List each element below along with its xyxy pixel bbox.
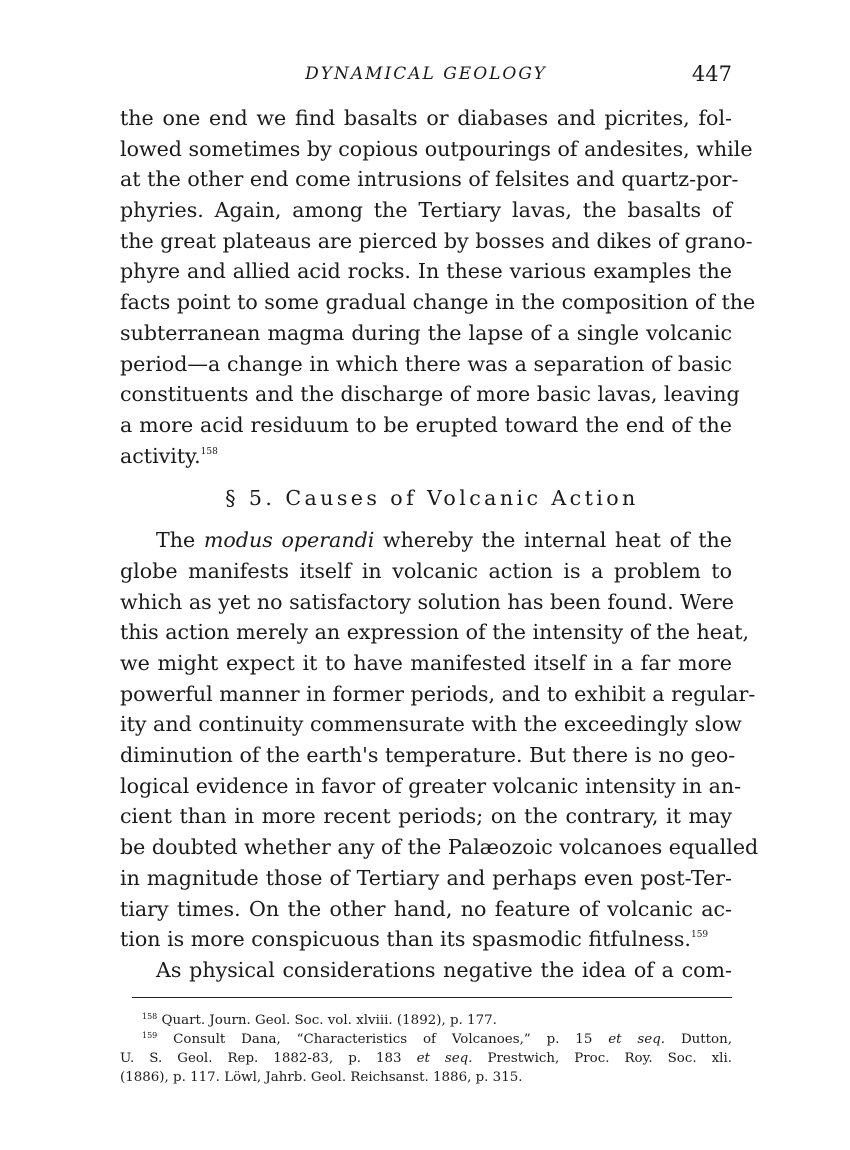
text-line: we might expect it to have manifested itself in a far more [120, 651, 732, 675]
footnote-rule [132, 997, 732, 998]
text-line: the one end we find basalts or diabases and picrites, fol- [120, 106, 732, 130]
footnote-text: Quart. Journ. Geol. Soc. vol. xlviii. (1892), p. 177. [161, 1013, 497, 1028]
text-line-content: tion is more conspicuous than its spasmodic fitfulness. [120, 927, 691, 952]
text-line: powerful manner in former periods, and to exhibit a regular- [120, 681, 756, 706]
footnotes [120, 1011, 732, 1087]
text-line: a more acid residuum to be erupted toward the end of the [120, 412, 732, 437]
text-line: ity and continuity commensurate with the exceedingly slow [120, 712, 742, 737]
text-line-content: activity. [120, 443, 201, 468]
text-segment: The [156, 528, 196, 553]
text-line: As physical considerations negative the idea of a com- [156, 957, 732, 982]
footnote-text: Prestwich, Proc. Roy. Soc. xli. [487, 1051, 732, 1066]
text-line: be doubted whether any of the Palæozoic volcanoes equalled [120, 835, 759, 860]
text-line: subterranean magma during the lapse of a single volcanic [120, 320, 732, 345]
text-line: lowed sometimes by copious outpourings of andesites, while [120, 136, 753, 161]
text-line: phyries. Again, among the Tertiary lavas, the basalts of [120, 198, 732, 223]
text-line: phyre and allied acid rocks. In these various examples the [120, 259, 732, 284]
footnote-text: U. S. Geol. Rep. 1882-83, p. 183 [120, 1051, 402, 1066]
footnote-159 [120, 1030, 732, 1049]
footnote-number: 158 [142, 1012, 158, 1021]
section-heading: § 5. Causes of Volcanic Action [225, 486, 639, 511]
paragraph [120, 955, 732, 986]
text-line [120, 525, 732, 556]
italic-phrase: modus operandi [203, 528, 375, 553]
text-line [120, 924, 732, 955]
footnote-italic: et seq. [416, 1051, 473, 1066]
footnote-text: Dutton, [680, 1032, 733, 1047]
paragraph [120, 525, 759, 955]
text-line: period—a change in which there was a separation of basic [120, 351, 732, 376]
footnote-158 [120, 1011, 732, 1030]
text-line: diminution of the earth's temperature. But there is no geo- [120, 743, 736, 768]
page-number: 447 [691, 62, 732, 86]
text-line: cient than in more recent periods; on the contrary, it may [120, 804, 732, 829]
text-segment: whereby the internal heat of the [383, 528, 732, 553]
footnote-text: Consult Dana, “Characteristics of Volcanoes,” p. 15 [173, 1032, 593, 1047]
running-head: DYNAMICAL GEOLOGY [305, 64, 547, 84]
text-line: tiary times. On the other hand, no feature of volcanic ac- [120, 896, 732, 921]
text-line: logical evidence in favor of greater volcanic intensity in an- [120, 773, 742, 798]
text-line: facts point to some gradual change in the composition of the [120, 290, 756, 315]
footnote-number: 159 [142, 1031, 158, 1040]
text-line: globe manifests itself in volcanic action is a problem to [120, 558, 732, 583]
text-line: this action merely an expression of the intensity of the heat, [120, 620, 750, 645]
footnote-marker: 159 [690, 930, 709, 941]
footnote-marker: 158 [200, 446, 218, 457]
text-line: in magnitude those of Tertiary and perhaps even post-Ter- [120, 865, 732, 890]
text-line: constituents and the discharge of more basic lavas, leaving [120, 382, 740, 407]
footnote-italic: et seq. [608, 1032, 666, 1047]
text-line: which as yet no satisfactory solution has been found. Were [120, 589, 734, 614]
text-line: the great plateaus are pierced by bosses and dikes of grano- [120, 228, 753, 253]
paragraph-continued [120, 103, 756, 471]
footnote-line [120, 1049, 732, 1068]
text-line [120, 441, 732, 472]
footnote-line: (1886), p. 117. Löwl, Jahrb. Geol. Reichsanst. 1886, p. 315. [120, 1070, 523, 1085]
page-header [120, 62, 732, 90]
page-body [120, 103, 759, 986]
text-line: at the other end come intrusions of felsites and quartz-por- [120, 167, 739, 192]
